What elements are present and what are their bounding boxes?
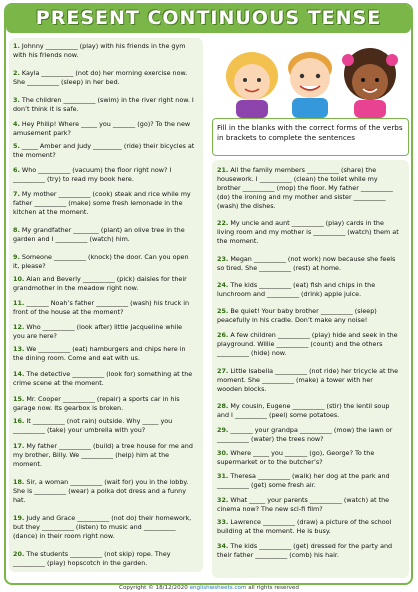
exercise-number: 2. (13, 69, 20, 77)
exercise-sentence[interactable]: Little Isabella __________ (not ride) her tricycle at the moment. She __________ (make) a tower with her wooden blocks. (217, 367, 399, 393)
exercise-item (217, 449, 399, 467)
exercise-item (13, 96, 195, 114)
exercise-item (217, 472, 399, 490)
exercise-sentence[interactable]: We __________ (eat) hamburgers and chips here in the dining room. Come and eat with us. (13, 345, 186, 362)
exercise-item (217, 367, 399, 394)
site-link[interactable]: englishwsheets.com (189, 585, 247, 591)
exercise-item (217, 542, 399, 560)
exercise-item (13, 253, 195, 271)
girl-left-icon (226, 52, 278, 118)
exercise-number: 28. (217, 402, 229, 410)
exercise-sentence[interactable]: Someone __________ (knock) the door. Can you open it, please? (13, 253, 189, 270)
boy-middle-icon (288, 52, 332, 118)
exercise-sentence[interactable]: _____ Amber and Judy _________ (ride) their bicycles at the moment? (13, 142, 195, 159)
title-bar (6, 5, 411, 33)
exercise-item (13, 166, 195, 184)
exercise-sentence[interactable]: It __________ (not rain) outside. Why _____ you __________ (take) your umbrella with you? (13, 417, 173, 434)
exercise-number: 26. (217, 331, 229, 339)
exercise-sentence[interactable]: Sir, a woman __________ (wait for) you in the lobby. She is __________ (wear) a polka dot dress and a funny hat. (13, 478, 189, 504)
exercise-number: 18. (13, 478, 25, 486)
exercise-sentence[interactable]: Hey Philip! Where _____ you _______ (go)? To the new amusement park? (13, 120, 191, 137)
exercise-sentence[interactable]: The students __________ (not skip) rope. They __________ (play) hopscotch in the garden. (13, 550, 171, 567)
exercise-item (217, 426, 399, 444)
exercise-number: 13. (13, 345, 25, 353)
instructions-box (212, 118, 409, 156)
exercise-item (13, 142, 195, 160)
exercise-sentence[interactable]: Alan and Beverly __________ (pick) daisies for their grandmother in the meadow right now. (13, 275, 187, 292)
exercise-number: 23. (217, 255, 229, 263)
exercise-number: 14. (13, 370, 25, 378)
exercise-number: 1. (13, 42, 20, 50)
exercise-sentence[interactable]: The detective __________ (look for) something at the crime scene at the moment. (13, 370, 193, 387)
exercise-number: 3. (13, 96, 20, 104)
girl-right-icon (342, 48, 398, 118)
exercise-sentence[interactable]: My cousin, Eugene __________ (stir) the lentil soup and I __________ (peel) some potatoes. (217, 402, 390, 419)
exercise-number: 17. (13, 442, 25, 450)
exercise-item (13, 370, 195, 388)
exercise-number: 12. (13, 323, 25, 331)
exercise-sentence[interactable]: My mother __________ (cook) steak and rice while my father __________ (make) some fresh lemonade in the kitchen at the moment. (13, 190, 191, 216)
exercise-number: 31. (217, 472, 229, 480)
exercise-sentence[interactable]: Who __________ (vacuum) the floor right now? I __________ (try) to read my book here. (13, 166, 172, 183)
exercise-item (13, 120, 195, 138)
exercise-sentence[interactable]: My uncle and aunt __________ (play) cards in the living room and my mother is __________ (watch) them at the moment. (217, 219, 399, 245)
exercise-sentence[interactable]: Who __________ (look after) little Jacqueline while you are here? (13, 323, 183, 340)
exercise-item (13, 226, 195, 244)
exercise-sentence[interactable]: Megan __________ (not work) now because she feels so tired. She __________ (rest) at home. (217, 255, 396, 272)
exercise-number: 22. (217, 219, 229, 227)
exercise-sentence[interactable]: Be quiet! Your baby brother __________ (sleep) peacefully in his cradle. Don’t make any noise! (217, 307, 377, 324)
exercise-item (13, 550, 195, 568)
exercise-item (13, 478, 195, 505)
exercise-item (13, 395, 195, 413)
exercise-item (217, 331, 399, 358)
exercise-item (217, 281, 399, 299)
children-illustration (212, 38, 409, 118)
exercise-number: 15. (13, 395, 25, 403)
exercise-sentence[interactable]: The children __________ (swim) in the river right now. I don’t think it is safe. (13, 96, 194, 113)
exercise-sentence[interactable]: My grandfather ________ (plant) an olive tree in the garden and I __________ (watch) him. (13, 226, 185, 243)
exercise-sentence[interactable]: Where _____ you _______ (go), George? To the supermarket or to the butcher’s? (217, 449, 375, 466)
exercise-item (13, 299, 195, 317)
exercise-number: 29. (217, 426, 229, 434)
exercise-number: 9. (13, 253, 20, 261)
exercise-item (217, 518, 399, 536)
exercise-sentence[interactable]: Mr. Cooper __________ (repair) a sports car in his garage now. Its gearbox is broken. (13, 395, 180, 412)
exercise-item (13, 42, 195, 60)
exercise-number: 5. (13, 142, 20, 150)
exercise-item (217, 219, 399, 246)
exercise-sentence[interactable]: Kayla __________ (not do) her morning exercise now. She __________ (sleep) in her bed. (13, 69, 188, 86)
exercise-number: 20. (13, 550, 25, 558)
exercise-number: 4. (13, 120, 20, 128)
worksheet-title: PRESENT CONTINUOUS TENSE (35, 7, 382, 29)
footer-suffix: all rights reserved (246, 585, 299, 591)
footer-prefix: Copyright © 18/12/2020 (119, 585, 190, 591)
exercise-sentence[interactable]: Theresa __________ (walk) her dog at the park and __________ (get) some fresh air. (217, 472, 390, 489)
exercise-sentence[interactable]: All the family members __________ (share) the housework. I __________ (clean) the toilet while my brother __________ (mop) the floor. My father __________ (do) the ironing and my mother and sister __________ (wash) the dishes. (217, 166, 393, 210)
exercise-number: 25. (217, 307, 229, 315)
exercise-item (13, 69, 195, 87)
exercise-sentence[interactable]: _______ Noah’s father __________ (wash) his truck in front of the house at the moment? (13, 299, 190, 316)
exercise-item (13, 417, 195, 435)
exercise-number: 11. (13, 299, 25, 307)
exercise-number: 27. (217, 367, 229, 375)
exercise-sentence[interactable]: Johnny __________ (play) with his friends in the gym with his friends now. (13, 42, 186, 59)
exercise-item (13, 442, 195, 469)
exercise-item (217, 166, 399, 211)
exercise-number: 21. (217, 166, 229, 174)
exercise-sentence[interactable]: What _____ your parents __________ (watch) at the cinema now? The new sci-fi film? (217, 496, 390, 513)
exercise-number: 10. (13, 275, 25, 283)
exercise-item (217, 496, 399, 514)
exercise-item (13, 275, 195, 293)
exercise-sentence[interactable]: The kids __________ (get) dressed for the party and their father __________ (comb) his hair. (217, 542, 393, 559)
instructions-text: Fill in the blanks with the correct forms of the verbs in brackets to complete the sentences (217, 123, 403, 142)
exercise-item (13, 323, 195, 341)
exercise-item (13, 345, 195, 363)
exercise-number: 6. (13, 166, 20, 174)
exercise-sentence[interactable]: Judy and Grace __________ (not do) their homework, but they __________ (listen) to music and __________ (dance) in their room right now. (13, 514, 192, 540)
exercise-number: 24. (217, 281, 229, 289)
exercise-item (217, 307, 399, 325)
exercise-sentence[interactable]: A few children __________ (play) hide and seek in the playground. Willie __________ (count) and the others __________ (hide) now. (217, 331, 398, 357)
exercise-sentence[interactable]: My father __________ (build) a tree house for me and my brother, Billy. We __________ (help) him at the moment. (13, 442, 193, 468)
exercise-item (13, 190, 195, 217)
exercise-number: 32. (217, 496, 229, 504)
exercise-number: 16. (13, 417, 25, 425)
exercise-item (13, 514, 195, 541)
exercise-sentence[interactable]: The kids __________ (eat) fish and chips in the lunchroom and __________ (drink) apple juice. (217, 281, 376, 298)
exercise-number: 34. (217, 542, 229, 550)
exercise-number: 8. (13, 226, 20, 234)
exercise-number: 19. (13, 514, 25, 522)
exercise-number: 33. (217, 518, 229, 526)
exercise-sentence[interactable]: Lawrence __________ (draw) a picture of the school building at the moment. He is busy. (217, 518, 392, 535)
exercise-item (217, 255, 399, 273)
exercise-item (217, 402, 399, 420)
copyright-footer (0, 585, 418, 591)
exercise-number: 30. (217, 449, 229, 457)
exercise-number: 7. (13, 190, 20, 198)
exercise-sentence[interactable]: _______ your grandpa __________ (mow) the lawn or __________ (water) the trees now? (217, 426, 393, 443)
